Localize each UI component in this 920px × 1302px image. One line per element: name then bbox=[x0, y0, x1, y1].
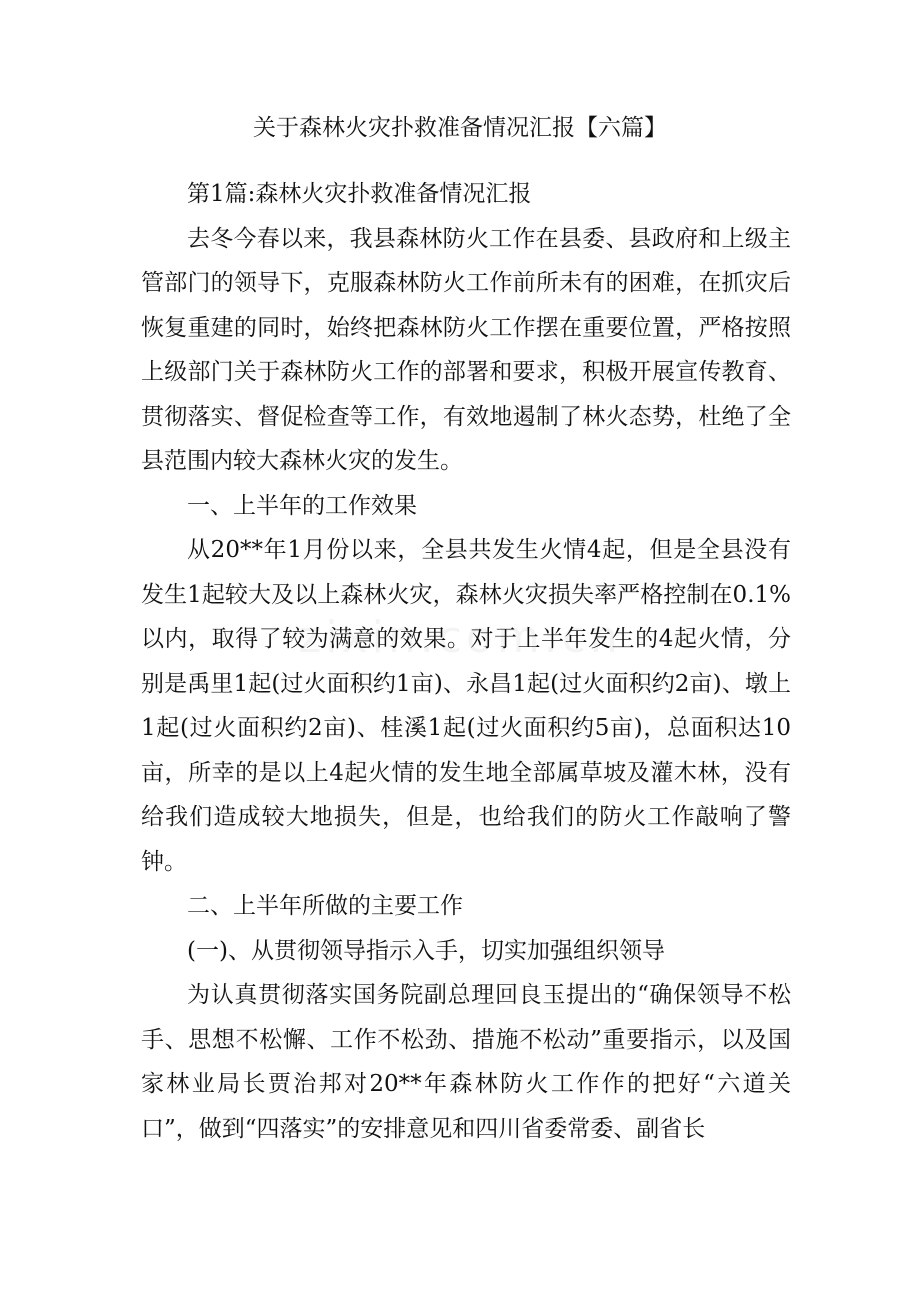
document-body bbox=[141, 172, 791, 1151]
paragraph-results: 从20**年1月份以来，全县共发生火情4起，但是全县没有发生1起较大及以上森林火灾，森林火灾损失率严格控制在0.1%以内，取得了较为满意的效果。对于上半年发生的4起火情，分别是禹里1起(过火面积约1亩)、永昌1起(过火面积约2亩)、墩上1起(过火面积约2亩)、桂溪1起(过火面积约5亩)，总面积达10亩，所幸的是以上4起火情的发生地全部属草坡及灌木林，没有给我们造成较大地损失，但是，也给我们的防火工作敲响了警钟。 bbox=[141, 537, 791, 875]
section-heading-part-1: 第1篇:森林火灾扑救准备情况汇报 bbox=[187, 181, 532, 207]
paragraph-intro: 去冬今春以来，我县森林防火工作在县委、县政府和上级主管部门的领导下，克服森林防火工作前所未有的困难，在抓灾后恢复重建的同时，始终把森林防火工作摆在重要位置，严格按照上级部门关于森林防火工作的部署和要求，积极开展宣传教育、贯彻落实、督促检查等工作，有效地遏制了林火态势，杜绝了全县范围内较大森林火灾的发生。 bbox=[141, 225, 791, 474]
paragraph-leadership: 为认真贯彻落实国务院副总理回良玉提出的“确保领导不松手、思想不松懈、工作不松劲、措施不松动”重要指示，以及国家林业局长贾治邦对20**年森林防火工作作的把好“六道关口”，做到“四落实”的安排意见和四川省委常委、副省长 bbox=[141, 982, 791, 1142]
subsection-heading-leadership: (一)、从贯彻领导指示入手，切实加强组织领导 bbox=[187, 937, 665, 964]
document-title: 关于森林火灾扑救准备情况汇报【六篇】 bbox=[253, 115, 667, 141]
section-heading-results: 一、上半年的工作效果 bbox=[187, 492, 417, 519]
section-heading-main-work: 二、上半年所做的主要工作 bbox=[187, 893, 463, 919]
